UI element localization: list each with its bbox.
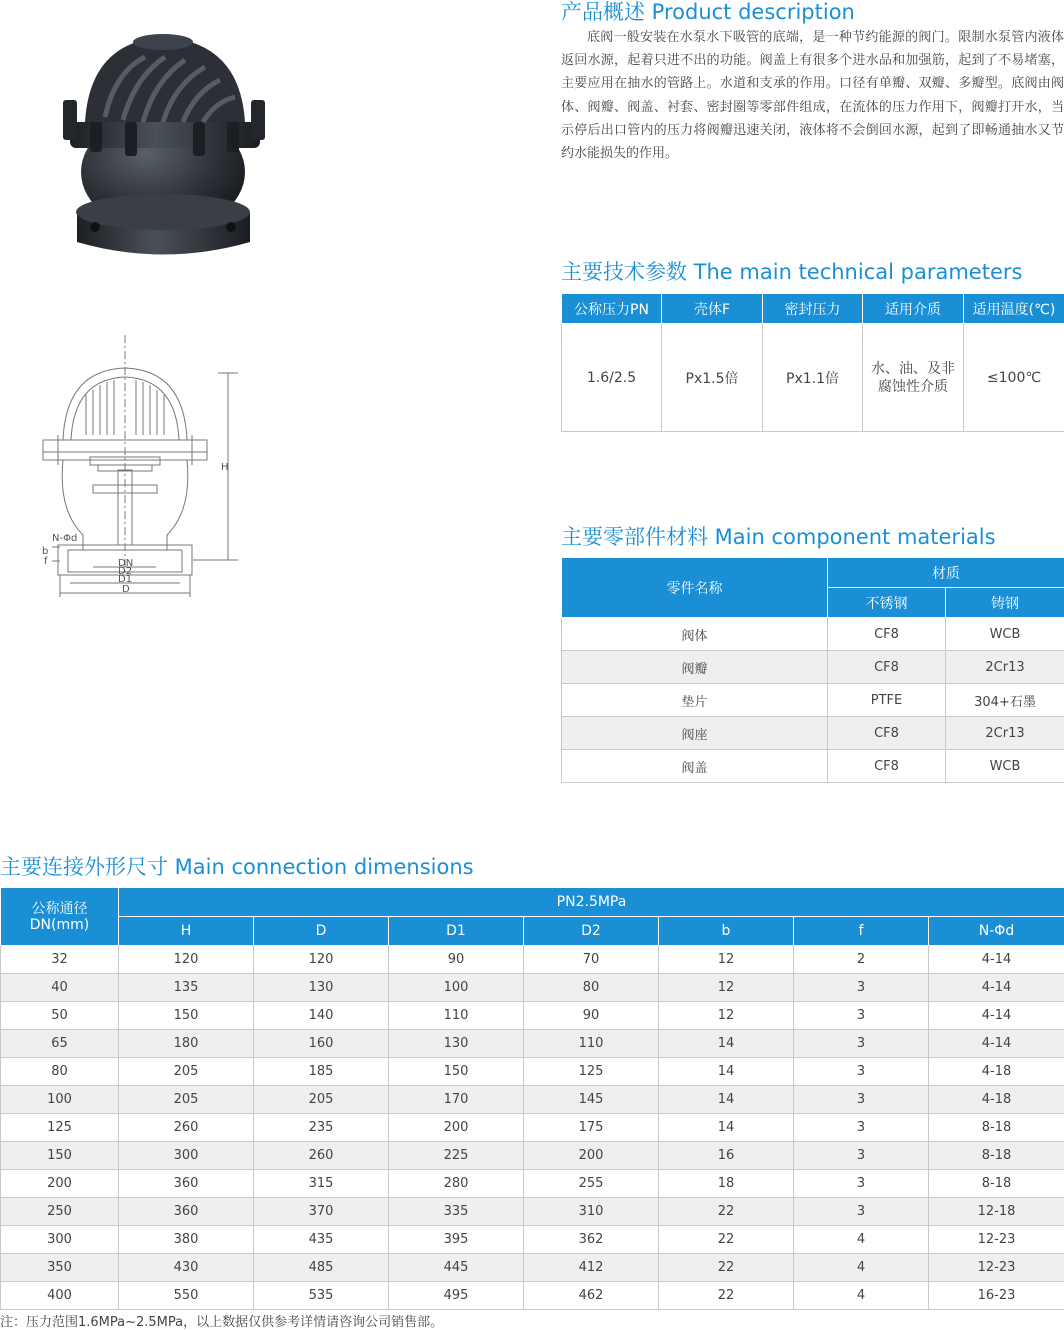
table-cell: 90 xyxy=(524,1002,659,1030)
table-cell: 250 xyxy=(1,1198,119,1226)
materials-header-material: 材质 xyxy=(828,558,1064,588)
tech-title: 主要技术参数 The main technical parameters xyxy=(561,260,1022,284)
table-cell: 300 xyxy=(119,1142,254,1170)
dimensions-header-col: f xyxy=(794,917,929,946)
table-cell: PTFE xyxy=(828,684,946,717)
materials-header-stainless: 不锈钢 xyxy=(828,588,946,618)
table-cell: 2Cr13 xyxy=(946,651,1064,684)
table-row xyxy=(1,1142,1064,1170)
table-cell: 335 xyxy=(389,1198,524,1226)
table-cell: 255 xyxy=(524,1170,659,1198)
dimensions-table xyxy=(0,887,1064,1310)
description-text: 底阀一般安装在水泵水下吸管的底端，是一种节约能源的阀门。限制水泵管内液体返回水源，起着只进不出的功能。阀盖上有很多个进水品和加强筋，起到了不易堵塞，主要应用在抽水的管路上。水道和支承的作用。口径有单瓣、双瓣、多瓣型。底阀由阀体、阀瓣、阀盖、衬套、密封圈等零部件组成，在流体的压力作用下，阀瓣打开水，当示停后出口管内的压力将阀瓣迅速关闭，液体将不会倒回水源，起到了即畅通抽水又节约水能损失的作用。 xyxy=(561,26,1064,165)
table-cell: 4-14 xyxy=(929,974,1064,1002)
table-cell: 16 xyxy=(659,1142,794,1170)
table-cell: 300 xyxy=(1,1226,119,1254)
dimensions-header-col: b xyxy=(659,917,794,946)
table-row xyxy=(1,1114,1064,1142)
table-cell: 4 xyxy=(794,1254,929,1282)
table-cell: 125 xyxy=(524,1058,659,1086)
table-cell: 110 xyxy=(389,1002,524,1030)
tech-row xyxy=(562,324,1064,432)
tech-header-pn: 公称压力PN xyxy=(562,294,662,324)
table-row xyxy=(562,717,1064,750)
table-cell: 50 xyxy=(1,1002,119,1030)
dimensions-note: 注：压力范围1.6MPa~2.5MPa，以上数据仅供参考详情请咨询公司销售部。 xyxy=(0,1311,443,1330)
tech-table xyxy=(561,293,1064,432)
table-row xyxy=(1,1226,1064,1254)
table-cell: 205 xyxy=(119,1086,254,1114)
table-cell: 235 xyxy=(254,1114,389,1142)
table-cell: 4-14 xyxy=(929,946,1064,974)
dim-label-d: D xyxy=(122,584,130,595)
table-cell: 260 xyxy=(254,1142,389,1170)
materials-header-row xyxy=(562,558,1064,588)
table-cell: 14 xyxy=(659,1086,794,1114)
table-cell: 485 xyxy=(254,1254,389,1282)
technical-drawing xyxy=(38,335,248,605)
table-cell: 14 xyxy=(659,1030,794,1058)
table-cell: 135 xyxy=(119,974,254,1002)
tech-header-seal: 密封压力 xyxy=(763,294,863,324)
table-cell: CF8 xyxy=(828,651,946,684)
dim-label-f: f xyxy=(44,556,48,567)
table-cell: 362 xyxy=(524,1226,659,1254)
materials-table xyxy=(561,557,1064,783)
table-cell: 150 xyxy=(389,1058,524,1086)
product-photo xyxy=(55,22,275,272)
table-cell: 3 xyxy=(794,1142,929,1170)
table-row xyxy=(562,684,1064,717)
tech-cell-medium: 水、油、及非腐蚀性介质 xyxy=(863,324,964,432)
table-cell: 180 xyxy=(119,1030,254,1058)
tech-header-temp: 适用温度(℃) xyxy=(964,294,1064,324)
table-cell: 495 xyxy=(389,1282,524,1310)
table-cell: 370 xyxy=(254,1198,389,1226)
dimensions-title: 主要连接外形尺寸 Main connection dimensions xyxy=(0,855,474,879)
table-cell: 304+石墨 xyxy=(946,684,1064,717)
table-cell: 145 xyxy=(524,1086,659,1114)
table-cell: 12-23 xyxy=(929,1226,1064,1254)
dimensions-header-col: D1 xyxy=(389,917,524,946)
table-cell: 430 xyxy=(119,1254,254,1282)
tech-cell-seal: Px1.1倍 xyxy=(763,324,863,432)
table-cell: 360 xyxy=(119,1198,254,1226)
table-cell: 400 xyxy=(1,1282,119,1310)
dimensions-header-col: D xyxy=(254,917,389,946)
table-cell: 445 xyxy=(389,1254,524,1282)
table-cell: 150 xyxy=(1,1142,119,1170)
table-cell: 2Cr13 xyxy=(946,717,1064,750)
table-cell: 205 xyxy=(119,1058,254,1086)
table-cell: 3 xyxy=(794,1030,929,1058)
table-cell: 12 xyxy=(659,946,794,974)
table-cell: 3 xyxy=(794,974,929,1002)
dim-label-nphi: N-Φd xyxy=(52,533,77,544)
table-cell: 3 xyxy=(794,1114,929,1142)
table-cell: 380 xyxy=(119,1226,254,1254)
table-cell: 12 xyxy=(659,1002,794,1030)
table-row xyxy=(1,946,1064,974)
table-cell: 3 xyxy=(794,1198,929,1226)
table-cell: 22 xyxy=(659,1226,794,1254)
dim-label-d1: D1 xyxy=(118,574,132,585)
table-cell: 18 xyxy=(659,1170,794,1198)
table-row xyxy=(1,1170,1064,1198)
table-cell: 12-23 xyxy=(929,1254,1064,1282)
table-cell: 140 xyxy=(254,1002,389,1030)
table-cell: 80 xyxy=(524,974,659,1002)
table-row xyxy=(562,750,1064,783)
table-cell: 360 xyxy=(119,1170,254,1198)
table-cell: 310 xyxy=(524,1198,659,1226)
table-cell: 14 xyxy=(659,1058,794,1086)
table-cell: 12-18 xyxy=(929,1198,1064,1226)
tech-cell-shell: Px1.5倍 xyxy=(662,324,763,432)
dim-label-h: H xyxy=(221,462,229,473)
tech-header-row xyxy=(562,294,1064,324)
table-cell: 3 xyxy=(794,1170,929,1198)
table-cell: 185 xyxy=(254,1058,389,1086)
table-cell: 120 xyxy=(119,946,254,974)
table-cell: 32 xyxy=(1,946,119,974)
table-row xyxy=(1,974,1064,1002)
table-cell: 100 xyxy=(389,974,524,1002)
dimensions-header-row xyxy=(1,888,1064,917)
tech-header-medium: 适用介质 xyxy=(863,294,964,324)
table-cell: 22 xyxy=(659,1254,794,1282)
materials-header-part: 零件名称 xyxy=(562,558,828,618)
table-row xyxy=(562,651,1064,684)
table-cell: 225 xyxy=(389,1142,524,1170)
table-cell: 205 xyxy=(254,1086,389,1114)
table-cell: 4 xyxy=(794,1226,929,1254)
table-cell: 70 xyxy=(524,946,659,974)
table-cell: 65 xyxy=(1,1030,119,1058)
table-cell: 315 xyxy=(254,1170,389,1198)
table-cell: 4-18 xyxy=(929,1058,1064,1086)
table-cell: 100 xyxy=(1,1086,119,1114)
table-cell: 90 xyxy=(389,946,524,974)
table-cell: 200 xyxy=(389,1114,524,1142)
dimensions-header-group: PN2.5MPa xyxy=(119,888,1064,917)
table-cell: 150 xyxy=(119,1002,254,1030)
table-row xyxy=(1,1198,1064,1226)
table-cell: 4-18 xyxy=(929,1086,1064,1114)
table-cell: CF8 xyxy=(828,717,946,750)
table-cell: 4-14 xyxy=(929,1002,1064,1030)
dimensions-header-dn: 公称通径DN(mm) xyxy=(1,888,119,946)
table-cell: 535 xyxy=(254,1282,389,1310)
tech-cell-temp: ≤100℃ xyxy=(964,324,1064,432)
dim-label-b: b xyxy=(42,546,48,557)
dim-label-d2: D2 xyxy=(118,566,132,577)
table-row xyxy=(1,1086,1064,1114)
table-cell: 80 xyxy=(1,1058,119,1086)
table-cell: 280 xyxy=(389,1170,524,1198)
table-cell: 阀瓣 xyxy=(562,651,828,684)
dimensions-header-col: D2 xyxy=(524,917,659,946)
table-cell: 阀座 xyxy=(562,717,828,750)
table-row xyxy=(1,1030,1064,1058)
tech-cell-pn: 1.6/2.5 xyxy=(562,324,662,432)
table-row xyxy=(1,1254,1064,1282)
table-cell: 8-18 xyxy=(929,1170,1064,1198)
dimensions-body xyxy=(1,946,1064,1310)
table-row xyxy=(562,618,1064,651)
table-cell: CF8 xyxy=(828,750,946,783)
table-cell: 垫片 xyxy=(562,684,828,717)
table-cell: 175 xyxy=(524,1114,659,1142)
table-cell: 阀盖 xyxy=(562,750,828,783)
table-cell: 40 xyxy=(1,974,119,1002)
table-row xyxy=(1,1282,1064,1310)
table-cell: 4 xyxy=(794,1282,929,1310)
table-cell: 8-18 xyxy=(929,1142,1064,1170)
dimensions-header-col: N-Φd xyxy=(929,917,1064,946)
table-cell: 462 xyxy=(524,1282,659,1310)
dim-label-dn: DN xyxy=(118,558,133,569)
table-cell: 435 xyxy=(254,1226,389,1254)
table-cell: 125 xyxy=(1,1114,119,1142)
table-cell: 395 xyxy=(389,1226,524,1254)
table-cell: 170 xyxy=(389,1086,524,1114)
table-cell: 120 xyxy=(254,946,389,974)
table-cell: 130 xyxy=(254,974,389,1002)
table-cell: 4-14 xyxy=(929,1030,1064,1058)
table-row xyxy=(1,1058,1064,1086)
description-title: 产品概述 Product description xyxy=(561,0,855,24)
table-cell: 550 xyxy=(119,1282,254,1310)
table-cell: 12 xyxy=(659,974,794,1002)
table-cell: 130 xyxy=(389,1030,524,1058)
table-cell: WCB xyxy=(946,618,1064,651)
table-cell: 3 xyxy=(794,1058,929,1086)
tech-header-shell: 壳体F xyxy=(662,294,763,324)
table-row xyxy=(1,1002,1064,1030)
table-cell: 160 xyxy=(254,1030,389,1058)
table-cell: 14 xyxy=(659,1114,794,1142)
table-cell: 22 xyxy=(659,1198,794,1226)
table-cell: 412 xyxy=(524,1254,659,1282)
table-cell: 200 xyxy=(524,1142,659,1170)
table-cell: 16-23 xyxy=(929,1282,1064,1310)
table-cell: 2 xyxy=(794,946,929,974)
table-cell: 200 xyxy=(1,1170,119,1198)
table-cell: 3 xyxy=(794,1086,929,1114)
dimensions-subheader-row xyxy=(1,917,1064,946)
table-cell: 22 xyxy=(659,1282,794,1310)
table-cell: WCB xyxy=(946,750,1064,783)
table-cell: 110 xyxy=(524,1030,659,1058)
materials-header-cast: 铸钢 xyxy=(946,588,1064,618)
table-cell: CF8 xyxy=(828,618,946,651)
materials-body xyxy=(562,618,1064,783)
materials-title: 主要零部件材料 Main component materials xyxy=(561,525,996,549)
table-cell: 350 xyxy=(1,1254,119,1282)
table-cell: 8-18 xyxy=(929,1114,1064,1142)
table-cell: 阀体 xyxy=(562,618,828,651)
table-cell: 260 xyxy=(119,1114,254,1142)
dimensions-header-col: H xyxy=(119,917,254,946)
table-cell: 3 xyxy=(794,1002,929,1030)
